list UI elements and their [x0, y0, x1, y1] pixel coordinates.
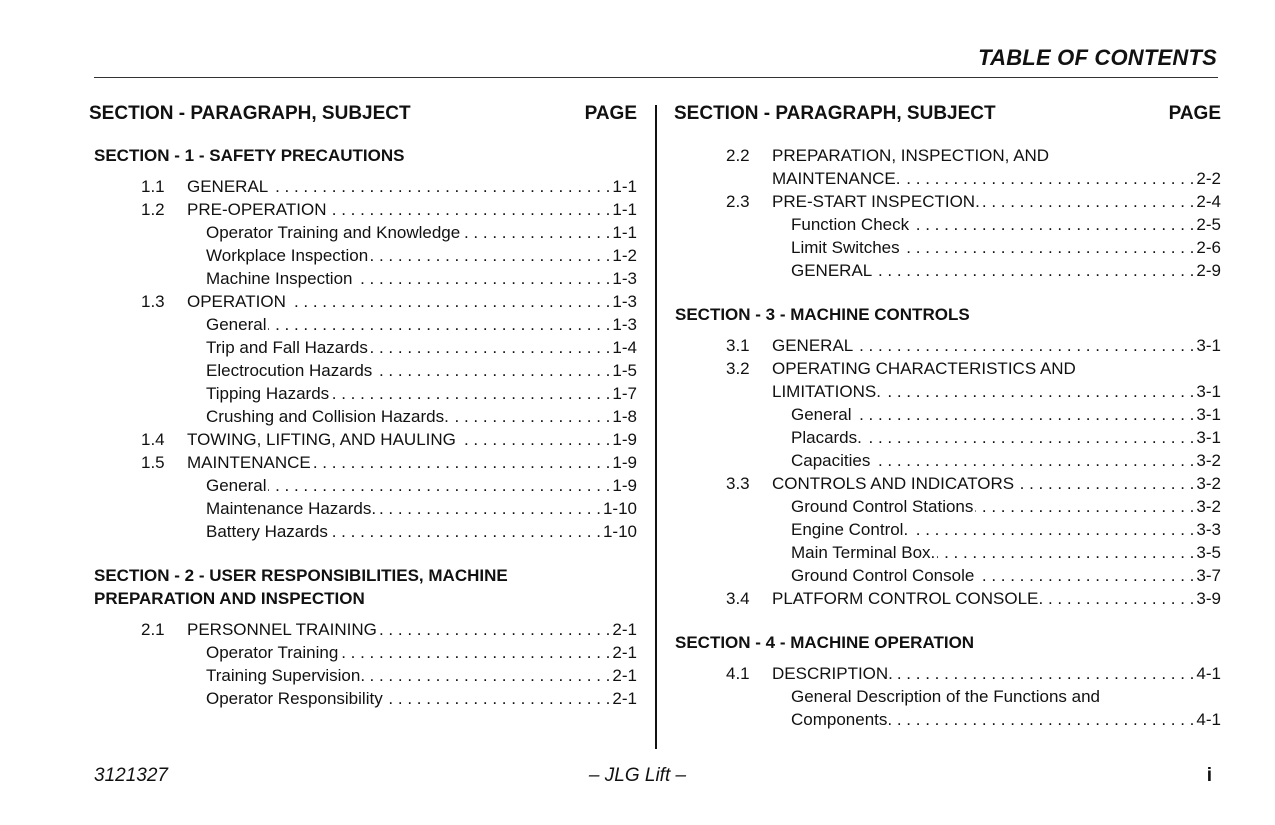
- toc-entry-page: 1-7: [612, 384, 637, 403]
- toc-entry-title: Trip and Fall Hazards: [206, 338, 368, 357]
- toc-list: [89, 175, 637, 543]
- toc-entry-title: Crushing and Collision Hazards.: [206, 407, 449, 426]
- toc-entry-page: 2-1: [612, 689, 637, 708]
- toc-entry-page: 4-1: [1196, 664, 1221, 683]
- toc-entry[interactable]: [674, 541, 1221, 564]
- toc-entry-title: PREPARATION, INSPECTION, AND: [772, 146, 1050, 165]
- dot-leader: [374, 359, 610, 382]
- toc-entry-number: 4.1: [726, 664, 750, 683]
- toc-entry[interactable]: [674, 587, 1221, 610]
- left-column: [89, 101, 637, 710]
- toc-entry-title: PRE-OPERATION: [187, 200, 327, 219]
- dot-leader: [902, 236, 1195, 259]
- section-title: SECTION - 3 - MACHINE CONTROLS: [675, 305, 970, 324]
- toc-entry-page: 1-2: [612, 246, 637, 265]
- toc-entry-title: Workplace Inspection: [206, 246, 369, 265]
- toc-entry-title: OPERATING CHARACTERISTICS AND: [772, 359, 1076, 378]
- toc-entry[interactable]: [674, 144, 1221, 167]
- dot-leader: [864, 426, 1195, 449]
- right-column: [674, 101, 1221, 731]
- toc-entry-number: 2.2: [726, 146, 750, 165]
- toc-entry-page: 3-2: [1196, 474, 1221, 493]
- toc-entry-page: 2-1: [612, 620, 637, 639]
- toc-entry-page: 4-1: [1196, 710, 1221, 729]
- toc-entry-title: GENERAL: [187, 177, 269, 196]
- toc-entry-page: 3-5: [1196, 543, 1221, 562]
- toc-entry-title: PERSONNEL TRAINING: [187, 620, 377, 639]
- toc-entry[interactable]: [89, 687, 637, 710]
- toc-list: [674, 144, 1221, 282]
- toc-entry[interactable]: [89, 244, 637, 267]
- page-number: i: [1206, 765, 1212, 786]
- toc-entry[interactable]: [674, 495, 1221, 518]
- dot-leader: [937, 541, 1194, 564]
- toc-entry[interactable]: [89, 175, 637, 198]
- toc-entry-title: Operator Training and Knowledge: [206, 223, 461, 242]
- toc-entry[interactable]: [89, 641, 637, 664]
- toc-entry[interactable]: [89, 313, 637, 336]
- toc-entry[interactable]: [674, 708, 1221, 731]
- toc-entry-page: 1-3: [612, 292, 637, 311]
- toc-entry-title: Main Terminal Box.: [791, 543, 936, 562]
- dot-leader: [902, 167, 1194, 190]
- toc-entry-page: 1-1: [612, 200, 637, 219]
- toc-entry[interactable]: [674, 685, 1221, 708]
- column-heading-page: PAGE: [1168, 103, 1221, 124]
- column-heading-subject: SECTION - PARAGRAPH, SUBJECT: [89, 103, 411, 124]
- section-title: SECTION - 4 - MACHINE OPERATION: [675, 633, 975, 652]
- dot-leader: [1040, 587, 1194, 610]
- toc-entry-page: 1-8: [612, 407, 637, 426]
- toc-entry-number: 1.1: [141, 177, 165, 196]
- toc-entry-title: Components: [791, 710, 888, 729]
- toc-entry[interactable]: [89, 428, 637, 451]
- toc-entry-title: Electrocution Hazards: [206, 361, 373, 380]
- toc-entry[interactable]: [89, 618, 637, 641]
- toc-entry-page: 3-1: [1196, 336, 1221, 355]
- toc-entry-title: Battery Hazards: [206, 522, 328, 541]
- toc-entry-title: General: [791, 405, 852, 424]
- dot-leader: [370, 244, 610, 267]
- toc-entry-page: 3-1: [1196, 382, 1221, 401]
- toc-entry[interactable]: [674, 380, 1221, 403]
- toc-entry[interactable]: [89, 474, 637, 497]
- toc-entry[interactable]: [89, 382, 637, 405]
- toc-entry[interactable]: [674, 334, 1221, 357]
- dot-leader: [340, 641, 610, 664]
- page-title: TABLE OF CONTENTS: [978, 45, 1217, 70]
- dot-leader: [268, 474, 610, 497]
- toc-entry-page: 3-2: [1196, 451, 1221, 470]
- toc-entry-page: 1-1: [612, 177, 637, 196]
- dot-leader: [451, 405, 611, 428]
- toc-entry-title: PRE-START INSPECTION.: [772, 192, 980, 211]
- dot-leader: [328, 198, 610, 221]
- toc-entry-title: Engine Control.: [791, 520, 909, 539]
- dot-leader: [982, 190, 1195, 213]
- column-heading-subject: SECTION - PARAGRAPH, SUBJECT: [674, 103, 996, 124]
- toc-entry-title: General: [206, 476, 267, 495]
- toc-entry-title: MAINTENANCE: [187, 453, 311, 472]
- toc-entry-number: 2.1: [141, 620, 165, 639]
- toc-entry-title: Ground Control Stations: [791, 497, 974, 516]
- toc-entry-title: General Description of the Functions and: [791, 687, 1101, 706]
- toc-entry-page: 2-4: [1196, 192, 1221, 211]
- footer-brand: – JLG Lift –: [588, 765, 687, 786]
- section-title: SECTION - 1 - SAFETY PRECAUTIONS: [94, 146, 405, 165]
- toc-entry[interactable]: [674, 167, 1221, 190]
- toc-entry[interactable]: [89, 198, 637, 221]
- dot-leader: [288, 290, 611, 313]
- toc-entry-title: CONTROLS AND INDICATORS: [772, 474, 1015, 493]
- header-divider: [94, 77, 1218, 78]
- toc-entry-title: OPERATION: [187, 292, 286, 311]
- dot-leader: [895, 662, 1195, 685]
- dot-leader: [855, 334, 1194, 357]
- toc-entry-page: 2-9: [1196, 261, 1221, 280]
- toc-entry-title: Machine Inspection: [206, 269, 353, 288]
- toc-entry-title: PLATFORM CONTROL CONSOLE: [772, 589, 1039, 608]
- toc-list: [674, 662, 1221, 731]
- toc-entry-number: 2.3: [726, 192, 750, 211]
- toc-entry[interactable]: [674, 564, 1221, 587]
- dot-leader: [268, 313, 610, 336]
- dot-leader: [331, 382, 610, 405]
- toc-entry-page: 2-5: [1196, 215, 1221, 234]
- column-header: [674, 101, 1221, 127]
- toc-entry-page: 3-9: [1196, 589, 1221, 608]
- toc-entry-number: 3.1: [726, 336, 750, 355]
- toc-entry-title: Function Check: [791, 215, 910, 234]
- toc-entry[interactable]: [89, 359, 637, 382]
- toc-entry[interactable]: [674, 213, 1221, 236]
- toc-entry-title: Ground Control Console: [791, 566, 975, 585]
- toc-entry-title: LIMITATIONS.: [772, 382, 881, 401]
- toc-entry-page: 1-3: [612, 269, 637, 288]
- toc-entry[interactable]: [674, 449, 1221, 472]
- toc-entry-title: Operator Training: [206, 643, 339, 662]
- dot-leader: [458, 428, 611, 451]
- toc-entry-page: 1-4: [612, 338, 637, 357]
- toc-entry-number: 1.3: [141, 292, 165, 311]
- toc-entry-title: Training Supervision.: [206, 666, 366, 685]
- toc-entry-page: 1-9: [612, 453, 637, 472]
- toc-entry[interactable]: [674, 236, 1221, 259]
- toc-entry-title: Capacities: [791, 451, 871, 470]
- toc-entry-number: 3.4: [726, 589, 750, 608]
- toc-entry-title: Limit Switches: [791, 238, 900, 257]
- dot-leader: [872, 449, 1194, 472]
- toc-entry-page: 3-1: [1196, 428, 1221, 447]
- toc-entry[interactable]: [674, 518, 1221, 541]
- dot-leader: [313, 451, 611, 474]
- dot-leader: [370, 336, 611, 359]
- toc-entry-page: 1-9: [612, 430, 637, 449]
- dot-leader: [379, 618, 611, 641]
- dot-leader: [270, 175, 610, 198]
- toc-entry[interactable]: [89, 497, 637, 520]
- toc-entry-number: 1.5: [141, 453, 165, 472]
- toc-entry[interactable]: [89, 451, 637, 474]
- toc-entry-page: 1-1: [612, 223, 637, 242]
- dot-leader: [910, 518, 1194, 541]
- dot-leader: [975, 495, 1194, 518]
- toc-entry-page: 2-2: [1196, 169, 1221, 188]
- toc-entry-number: 3.3: [726, 474, 750, 493]
- dot-leader: [874, 259, 1194, 282]
- toc-entry[interactable]: [89, 221, 637, 244]
- dot-leader: [462, 221, 610, 244]
- toc-entry[interactable]: [674, 259, 1221, 282]
- toc-entry[interactable]: [674, 472, 1221, 495]
- toc-list: [89, 618, 637, 710]
- toc-entry[interactable]: [674, 403, 1221, 426]
- toc-entry[interactable]: [89, 405, 637, 428]
- toc-entry-number: 1.2: [141, 200, 165, 219]
- toc-entry-page: 2-1: [612, 666, 637, 685]
- toc-entry[interactable]: [89, 267, 637, 290]
- dot-leader: [378, 497, 601, 520]
- dot-leader: [367, 664, 610, 687]
- column-divider: [655, 105, 657, 749]
- toc-list: [674, 334, 1221, 610]
- toc-entry-number: 1.4: [141, 430, 165, 449]
- toc-entry-page: 3-2: [1196, 497, 1221, 516]
- dot-leader: [330, 520, 601, 543]
- toc-entry-page: 2-1: [612, 643, 637, 662]
- toc-entry-page: 1-10: [602, 522, 637, 541]
- toc-entry-title: Placards.: [791, 428, 862, 447]
- toc-entry[interactable]: [674, 426, 1221, 449]
- dot-leader: [354, 267, 610, 290]
- toc-entry-title: TOWING, LIFTING, AND HAULING: [187, 430, 456, 449]
- toc-entry[interactable]: [674, 190, 1221, 213]
- toc-entry-number: 3.2: [726, 359, 750, 378]
- dot-leader: [911, 213, 1194, 236]
- toc-entry-title: Maintenance Hazards.: [206, 499, 377, 518]
- document-number: 3121327: [94, 765, 168, 786]
- toc-entry-title: GENERAL: [791, 261, 873, 280]
- dot-leader: [889, 708, 1194, 731]
- toc-entry-title: Operator Responsibility: [206, 689, 383, 708]
- toc-entry[interactable]: [674, 662, 1221, 685]
- toc-entry[interactable]: [89, 520, 637, 543]
- toc-entry-page: 3-3: [1196, 520, 1221, 539]
- toc-entry[interactable]: [89, 336, 637, 359]
- dot-leader: [385, 687, 611, 710]
- toc-entry-title: GENERAL: [772, 336, 854, 355]
- toc-entry-page: 1-9: [612, 476, 637, 495]
- section-title: SECTION - 2 - USER RESPONSIBILITIES, MACHINE PREPARATION AND INSPECTION: [94, 566, 508, 608]
- toc-entry-page: 3-1: [1196, 405, 1221, 424]
- toc-entry-title: General: [206, 315, 267, 334]
- dot-leader: [976, 564, 1194, 587]
- toc-entry-title: MAINTENANCE.: [772, 169, 901, 188]
- toc-entry-page: 1-3: [612, 315, 637, 334]
- toc-entry-title: DESCRIPTION.: [772, 664, 893, 683]
- dot-leader: [1016, 472, 1194, 495]
- dot-leader: [853, 403, 1194, 426]
- toc-entry[interactable]: [674, 357, 1221, 380]
- toc-entry-page: 3-7: [1196, 566, 1221, 585]
- toc-entry-title: Tipping Hazards: [206, 384, 330, 403]
- column-heading-page: PAGE: [584, 103, 637, 124]
- toc-entry-page: 1-10: [602, 499, 637, 518]
- toc-entry[interactable]: [89, 664, 637, 687]
- toc-entry-page: 1-5: [612, 361, 637, 380]
- toc-entry[interactable]: [89, 290, 637, 313]
- toc-entry-page: 2-6: [1196, 238, 1221, 257]
- column-header: [89, 101, 637, 127]
- dot-leader: [883, 380, 1194, 403]
